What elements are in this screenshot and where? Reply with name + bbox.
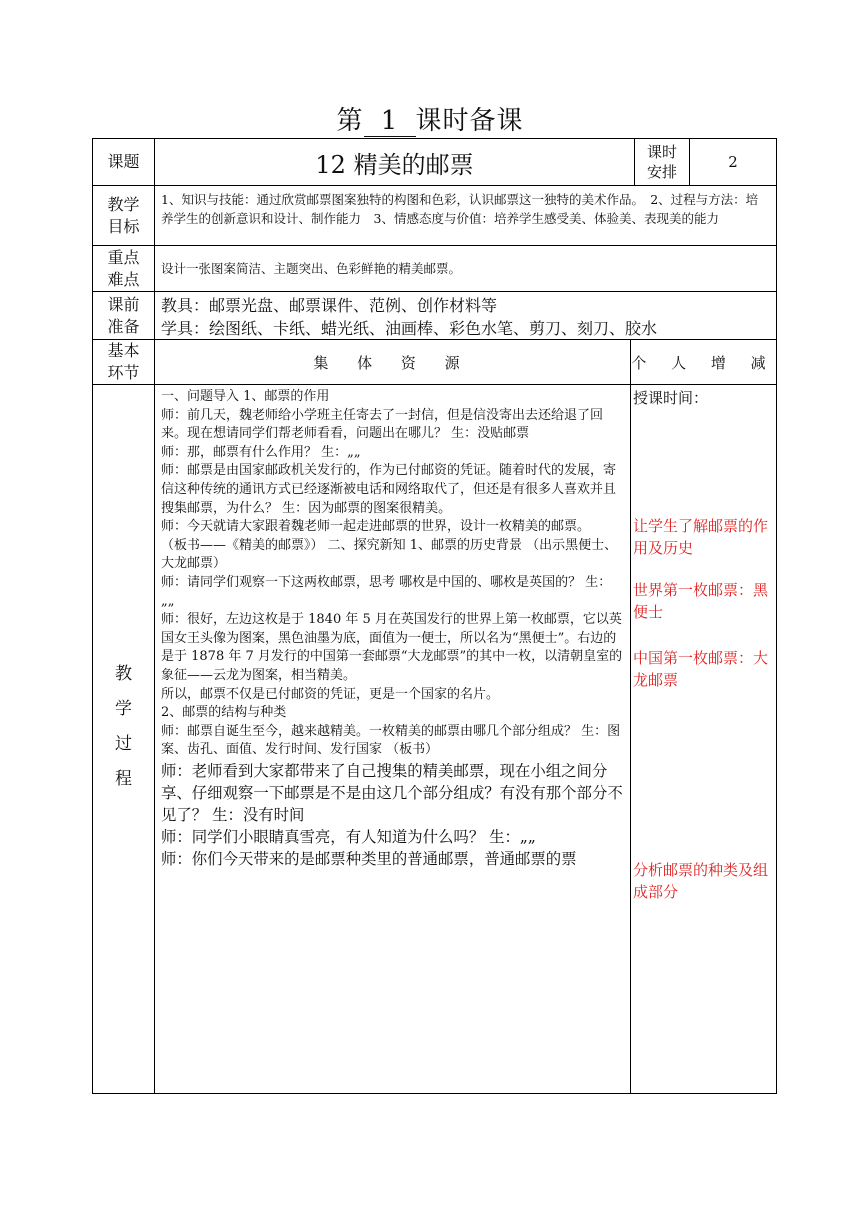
stage-label-line2: 环节	[107, 363, 140, 382]
stage-label	[93, 340, 155, 384]
topic-row	[93, 139, 776, 186]
arrangement-label-line1: 课时	[646, 143, 677, 161]
personal-notes	[631, 385, 776, 1093]
lesson-plan-table	[92, 138, 777, 1094]
note-first-china-stamp: 中国第一枚邮票：大龙邮票	[633, 649, 769, 689]
process-paragraph: （板书——《精美的邮票》） 二、探究新知 1、邮票的历史背景 （出示黑便士、大龙邮票）	[161, 537, 618, 572]
process-row	[93, 385, 776, 1093]
process-paragraph: 师：很好，左边这枚是于 1840 年 5 月在英国发行的世界上第一枚邮票，它以英	[161, 612, 622, 628]
goals-label	[93, 186, 155, 245]
process-paragraph: 一、问题导入 1、邮票的作用	[161, 389, 330, 404]
process-char: 学	[115, 699, 132, 719]
prep-label-line1: 课前	[107, 294, 140, 314]
stage-label-line1: 基本	[107, 341, 140, 360]
process-paragraph: 师：前几天，魏老师给小学班主任寄去了一封信，但是信没寄出去还给退了回来。现在想请同学们帮老师看看，问题出在哪儿？ 生：没贴邮票	[161, 407, 604, 442]
prep-student: 学具：绘图纸、卡纸、蜡光纸、油画棒、彩色水笔、剪刀、刻刀、胶水	[161, 319, 658, 338]
process-char: 教	[115, 664, 132, 684]
process-paragraph-large: 师：同学们小眼睛真雪亮，有人知道为什么吗？ 生：„„	[161, 827, 536, 846]
stage-header-row	[93, 340, 776, 385]
process-paragraph: 国女王头像为图案，黑色油墨为底，面值为一便士，所以名为“黑便士”。右边的是于 1878 年 7 月发行的中国第一套邮票“大龙邮票”的其中一枚，以清朝皇室的象征——云龙为图案，相当精美。	[161, 630, 623, 683]
note-history: 让学生了解邮票的作用及历史	[633, 517, 769, 557]
prep-teacher: 教具：邮票光盘、邮票课件、范例、创作材料等	[161, 296, 498, 315]
prep-row	[93, 292, 776, 340]
process-paragraph: 师：今天就请大家跟着魏老师一起走进邮票的世界，设计一枚精美的邮票。	[161, 519, 591, 535]
process-char: 过	[115, 734, 132, 754]
key-label-line2: 难点	[107, 269, 140, 289]
note-first-world-stamp: 世界第一枚邮票：黑便士	[633, 581, 769, 621]
arrangement-label	[635, 139, 690, 185]
goals-text: 1、知识与技能：通过欣赏邮票图案独特的构图和色彩，认识邮票这一独特的美术作品。 2、过程与方法：培养学生的创新意识和设计、制作能力 3、情感态度与价值：培养学生感受美、体验美、表现美的能力	[161, 192, 759, 226]
goals-label-line1: 教学	[107, 194, 140, 214]
process-paragraph: 师：邮票自诞生至今，越来越精美。一枚精美的邮票由哪几个部分组成？ 生：图案、齿孔、面值、发行时间、发行国家 （板书）	[161, 723, 621, 758]
title-prefix: 第	[336, 106, 364, 136]
process-char: 程	[115, 769, 132, 789]
collective-header: 集 体 资 源	[155, 340, 631, 384]
process-paragraph: 师：请同学们观察一下这两枚邮票，思考 哪枚是中国的、哪枚是英国的？ 生：„„	[161, 574, 612, 609]
goals-row	[93, 186, 776, 246]
note-types-structure: 分析邮票的种类及组成部分	[633, 861, 769, 901]
personal-header: 个 人 增 减	[631, 353, 776, 372]
time-label: 授课时间：	[633, 389, 709, 407]
arrangement-label-line2: 安排	[646, 163, 677, 181]
process-paragraph: 2、邮票的结构与种类	[161, 705, 287, 721]
process-paragraph-large: 师：你们今天带来的是邮票种类里的普通邮票，普通邮票的票	[161, 849, 577, 868]
key-label	[93, 246, 155, 291]
goals-label-line2: 目标	[107, 216, 140, 236]
process-content	[155, 385, 631, 1093]
title-number: 1	[364, 106, 416, 137]
title-suffix: 课时备课	[415, 106, 524, 136]
process-label	[93, 385, 155, 1093]
process-paragraph: 师：邮票是由国家邮政机关发行的，作为已付邮资的凭证。随着时代的发展，寄信这种传统的通讯方式已经逐渐被电话和网络取代了，但还是有很多人喜欢并且搜集邮票，为什么？ 生：因为邮票的图案很精美。	[161, 463, 617, 516]
page-title	[0, 104, 860, 138]
arrangement-value: 2	[728, 153, 738, 171]
process-paragraph: 师：那，邮票有什么作用？ 生：„„	[161, 444, 361, 460]
prep-content	[155, 292, 776, 339]
prep-label	[93, 292, 155, 339]
lesson-title: 12 精美的邮票	[155, 139, 635, 185]
process-paragraph: 所以，邮票不仅是已付邮资的凭证，更是一个国家的名片。	[161, 686, 500, 702]
key-label-line1: 重点	[107, 247, 140, 267]
key-text: 设计一张图案简洁、主题突出、色彩鲜艳的精美邮票。	[161, 261, 462, 276]
process-paragraph-large: 师：老师看到大家都带来了自己搜集的精美邮票，现在小组之间分享、仔细观察一下邮票是不是由这几个部分组成？有没有那个部分不见了？ 生：没有时间	[161, 761, 623, 824]
prep-label-line2: 准备	[107, 316, 140, 336]
topic-label: 课题	[93, 139, 155, 185]
key-row	[93, 246, 776, 292]
